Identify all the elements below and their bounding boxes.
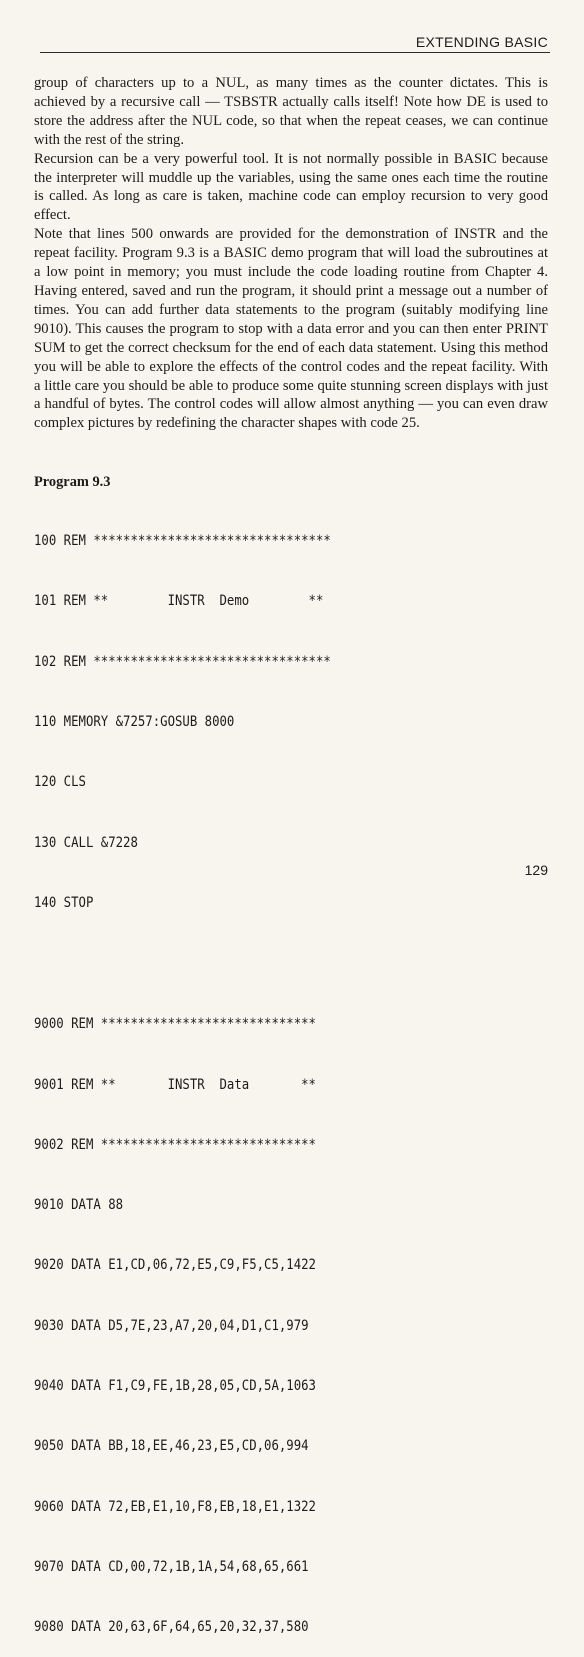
code-line: 9020 DATA E1,CD,06,72,E5,C9,F5,C5,1422 <box>34 1257 316 1274</box>
paragraph: Note that lines 500 onwards are provided for the demonstration of INSTR and the repeat facility. Program 9.3 is a BASIC demo program that will load the subroutines at a low point in memory; you must include the code loading routine from Chapter 4. Having entered, saved and run the program, it should print a message out a number of times. You can add further data statements to the program (suitably modifying line 9010). This causes the program to stop with a data error and you can then enter PRINT SUM to get the correct checksum for the end of each data statement. Using this method you will be able to explore the effects of the control codes and the repeat facility. With a little care you should be able to produce some quite stunning screen displays with just a handful of bytes. The control codes will allow almost anything — you can even draw complex pictures by redefining the character shapes with code 25. <box>34 226 548 432</box>
page-number: 129 <box>524 862 548 878</box>
paragraph: Recursion can be a very powerful tool. It is not normally possible in BASIC because the interpreter will muddle up the variables, using the same ones each time the routine is called. As long as care is taken, machine code can employ recursion to very good effect. <box>34 150 548 224</box>
code-line: 101 REM ** INSTR Demo ** <box>34 593 324 610</box>
code-line: 110 MEMORY &7257:GOSUB 8000 <box>34 714 235 731</box>
code-line: 9000 REM ***************************** <box>34 1016 316 1033</box>
code-line: 140 STOP <box>34 894 94 911</box>
code-line: 102 REM ******************************** <box>34 653 331 670</box>
body-text <box>34 74 548 433</box>
running-header <box>40 30 550 53</box>
code-line: 9070 DATA CD,00,72,1B,1A,54,68,65,661 <box>34 1558 309 1575</box>
program-listing <box>34 491 331 1657</box>
program-heading: Program 9.3 <box>34 474 111 490</box>
code-line: 120 CLS <box>34 774 86 791</box>
code-spacer <box>34 953 331 974</box>
code-line: 9030 DATA D5,7E,23,A7,20,04,D1,C1,979 <box>34 1317 309 1334</box>
code-line: 9050 DATA BB,18,EE,46,23,E5,CD,06,994 <box>34 1438 309 1455</box>
code-line: 9002 REM ***************************** <box>34 1136 316 1153</box>
code-line: 9060 DATA 72,EB,E1,10,F8,EB,18,E1,1322 <box>34 1498 316 1515</box>
code-line: 130 CALL &7228 <box>34 834 138 851</box>
code-line: 9080 DATA 20,63,6F,64,65,20,32,37,580 <box>34 1619 309 1636</box>
code-line: 9001 REM ** INSTR Data ** <box>34 1076 316 1093</box>
paragraph: group of characters up to a NUL, as many times as the counter dictates. This is achieved by a recursive call — TSBSTR actually calls itself! Note how DE is used to store the address after the NUL code, so that when the repeat ceases, we can continue with the rest of the string. <box>34 75 548 148</box>
code-line: 100 REM ******************************** <box>34 533 331 550</box>
code-line: 9040 DATA F1,C9,FE,1B,28,05,CD,5A,1063 <box>34 1378 316 1395</box>
running-title: EXTENDING BASIC <box>415 34 548 50</box>
code-line: 9010 DATA 88 <box>34 1197 124 1214</box>
